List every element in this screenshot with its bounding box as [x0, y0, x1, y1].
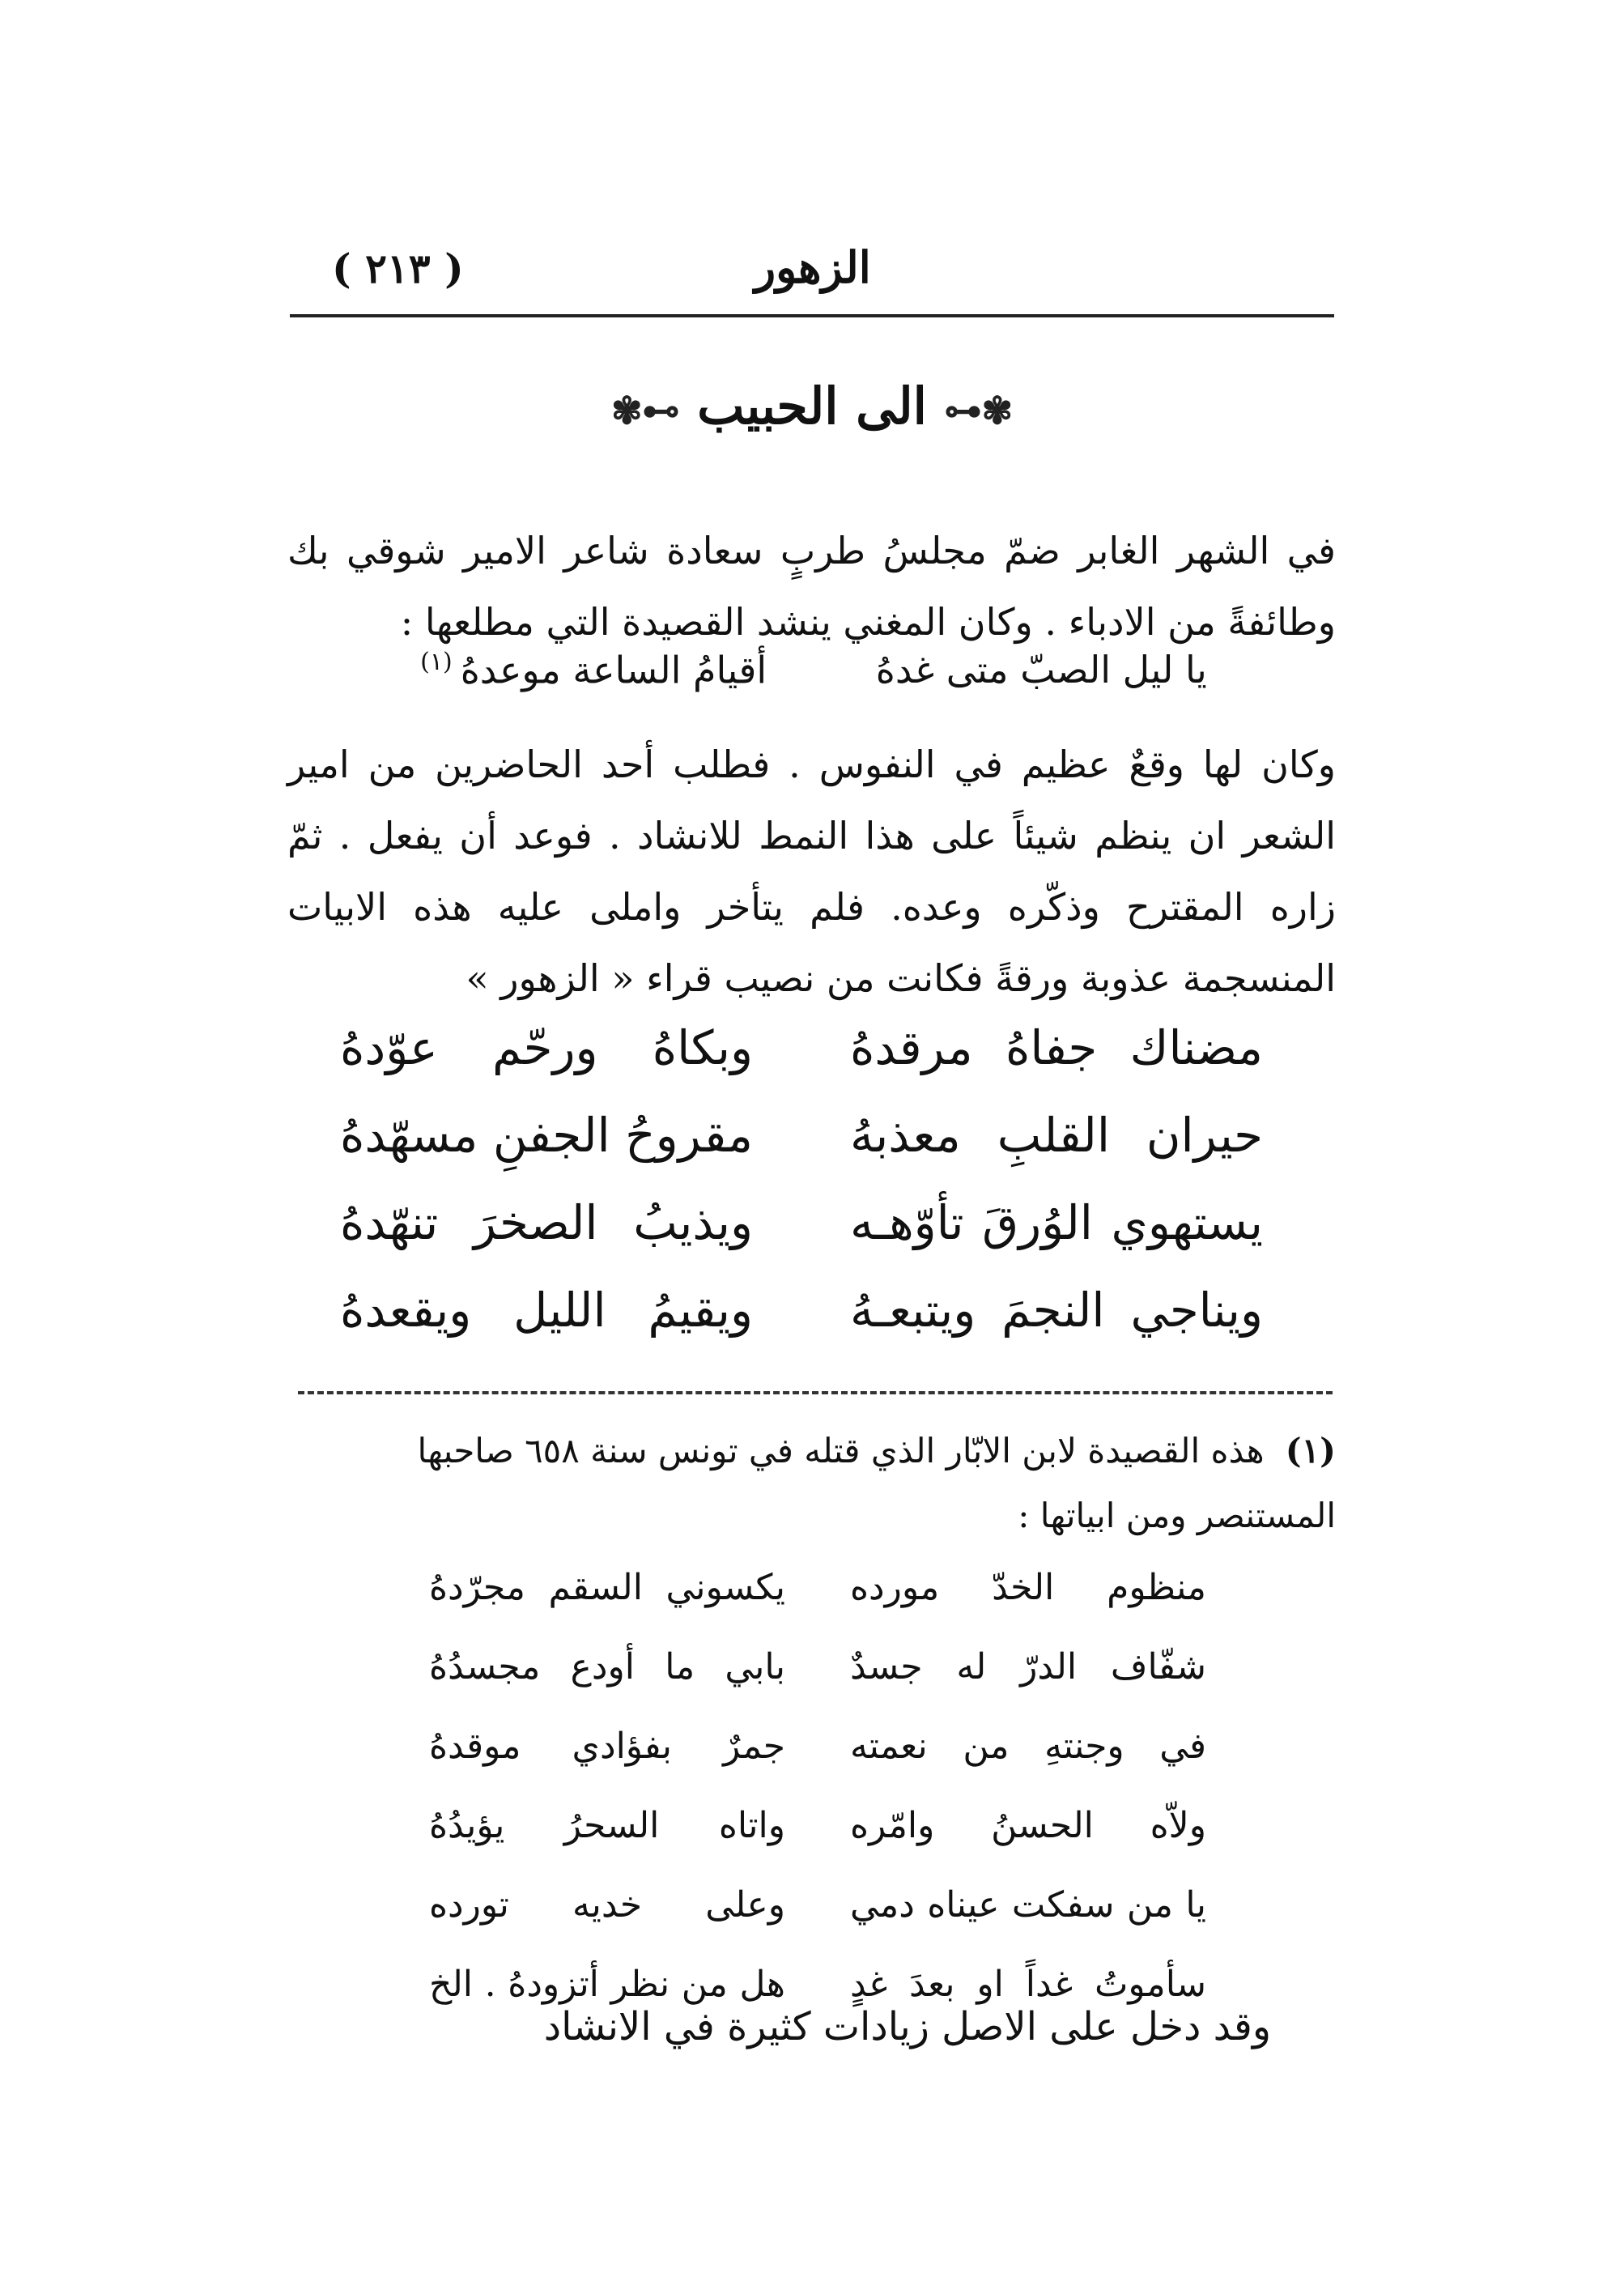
footnote-first-hemistich: في وجنتهِ من نعمته	[850, 1726, 1206, 1767]
footnote-second-hemistich: وعلى خديه تورده	[429, 1884, 785, 1926]
poem-first-hemistich: يستهوي الوُرقَ تأوّهـه	[850, 1195, 1263, 1250]
running-header	[293, 235, 1332, 308]
footnote-first-hemistich: يا من سفكت عيناه دمي	[850, 1884, 1206, 1926]
section-title: الى الحبيب	[697, 377, 927, 436]
footnote-first-hemistich: ولاّه الحسنُ وامّره	[850, 1805, 1206, 1846]
poem-second-hemistich: ويذيبُ الصخرَ تنهّدهُ	[340, 1195, 753, 1250]
footnote-text: هذه القصيدة لابن الابّار الذي قتله في تونس سنة ٦٥٨ صاحبها المستنصر ومن ابياتها :	[417, 1431, 1336, 1535]
footnote-reference: (١)	[420, 648, 453, 676]
page-number: ( ٢١٣ )	[332, 245, 464, 292]
ornament-left-icon: ⊶✾	[610, 389, 680, 432]
poem-verse	[340, 1020, 1263, 1108]
quoted-verse-first-hemistich: يا ليل الصبّ متى غدهُ	[875, 648, 1207, 692]
footnote-closing-line: وقد دخل على الاصل زيادات كثيرة في الانشاد	[543, 2004, 1271, 2049]
footnote-poem	[429, 1567, 1206, 2043]
footnote-verse	[429, 1726, 1206, 1805]
footnote-second-hemistich: يكسوني السقم مجرّدهُ	[429, 1567, 785, 1608]
poem-first-hemistich: ويناجي النجمَ ويتبعـهُ	[850, 1283, 1263, 1338]
ornament-right-icon: ✾⊷	[944, 389, 1014, 432]
body-paragraph: وكان لها وقعٌ عظيم في النفوس . فطلب أحد الحاضرين من امير الشعر ان ينظم شيئاً على هذا النمط للانشاد . فوعد أن يفعل . ثمّ زاره المقترح وذكّره وعده. فلم يتأخر واملى عليه هذه الابيات المنسجمة عذوبة ورقةً فكانت من نصيب قراء « الزهور »	[287, 743, 1336, 1000]
poem-first-hemistich: مضناك جفاهُ مرقدهُ	[850, 1020, 1263, 1075]
quoted-verse-second-text: أقيامُ الساعة موعدهُ	[460, 648, 767, 692]
footnote-verse	[429, 1805, 1206, 1884]
poem-first-hemistich: حيران القلبِ معذبهُ	[850, 1108, 1263, 1163]
header-rule	[290, 314, 1334, 317]
footnote-first-hemistich: منظوم الخدّ مورده	[850, 1567, 1206, 1608]
poem	[340, 1020, 1263, 1370]
footnote-second-hemistich: هل من نظر أتزودهُ . الخ	[429, 1964, 785, 2005]
poem-second-hemistich: ويقيمُ الليل ويقعدهُ	[340, 1283, 753, 1338]
section-heading	[0, 377, 1624, 436]
footnote-separator	[298, 1391, 1333, 1394]
book-title: الزهور	[755, 241, 871, 293]
poem-verse	[340, 1195, 1263, 1283]
footnote-first-hemistich: سأموتُ غداً او بعدَ غدٍ	[850, 1964, 1206, 2005]
footnote	[316, 1419, 1336, 1548]
poem-second-hemistich: وبكاهُ ورحّم عوّدهُ	[340, 1020, 753, 1075]
footnote-second-hemistich: واتاه السحرُ يؤيدُهُ	[429, 1805, 785, 1846]
poem-verse	[340, 1283, 1263, 1370]
footnote-number: (١)	[1285, 1431, 1336, 1470]
poem-verse	[340, 1108, 1263, 1195]
footnote-second-hemistich: بابي ما أودع مجسدُهُ	[429, 1646, 785, 1688]
footnote-first-hemistich: شفّاف الدرّ له جسدٌ	[850, 1646, 1206, 1688]
footnote-second-hemistich: جمرٌ بفؤادي موقدهُ	[429, 1726, 785, 1767]
intro-paragraph: في الشهر الغابر ضمّ مجلسُ طربٍ سعادة شاعر الامير شوقي بك وطائفةً من الادباء . وكان المغني ينشد القصيدة التي مطلعها :	[287, 529, 1336, 644]
footnote-verse	[429, 1646, 1206, 1726]
poem-second-hemistich: مقروحُ الجفنِ مسهّدهُ	[340, 1108, 753, 1163]
footnote-verse	[429, 1567, 1206, 1646]
quoted-verse-second-hemistich	[420, 648, 767, 692]
footnote-verse	[429, 1884, 1206, 1964]
quoted-verse	[291, 648, 1336, 692]
